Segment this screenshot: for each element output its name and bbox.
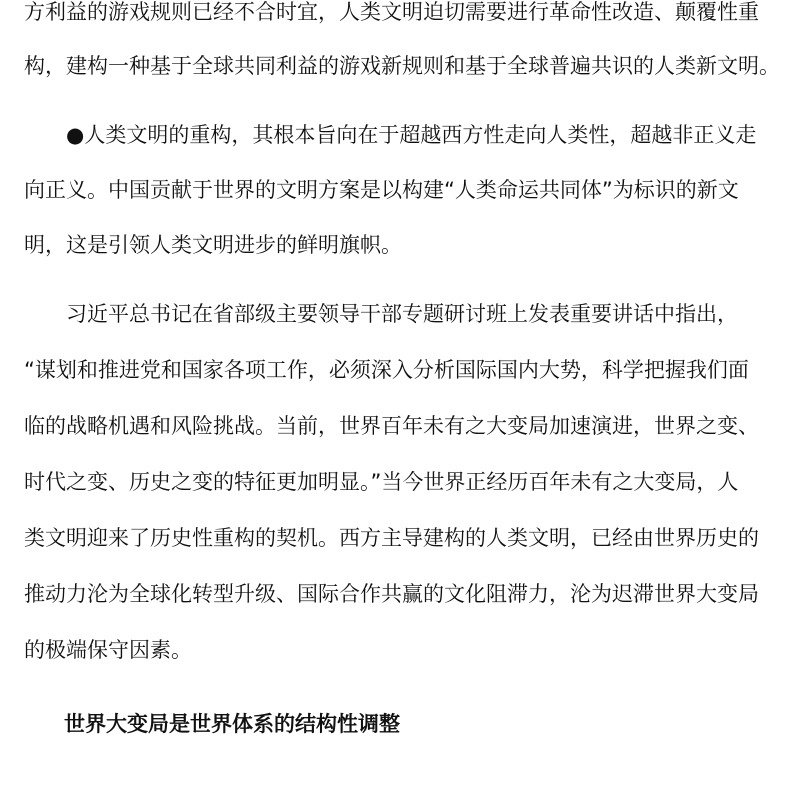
paragraph-3-line-2: “谋划和推进党和国家各项工作，必须深入分析国际国内大势，科学把握我们面 [24, 358, 749, 382]
paragraph-2-line-3: 明，这是引领人类文明进步的鲜明旗帜。 [24, 233, 402, 257]
paragraph-3-line-3: 临的战略机遇和风险挑战。当前，世界百年未有之大变局加速演进，世界之变、 [24, 414, 759, 438]
paragraph-3-line-4: 时代之变、历史之变的特征更加明显。”当今世界正经历百年未有之大变局，人 [24, 470, 739, 494]
section-heading: 世界大变局是世界体系的结构性调整 [64, 712, 400, 736]
paragraph-2-line-2: 向正义。中国贡献于世界的文明方案是以构建“人类命运共同体”为标识的新文 [24, 178, 739, 202]
paragraph-3-line-6: 推动力沦为全球化转型升级、国际合作共赢的文化阻滞力，沦为迟滞世界大变局 [24, 582, 759, 606]
paragraph-3-line-7: 的极端保守因素。 [24, 638, 192, 662]
paragraph-2-line-1: ●人类文明的重构，其根本旨向在于超越西方性走向人类性，超越非正义走 [66, 123, 757, 147]
paragraph-3-line-1: 习近平总书记在省部级主要领导干部专题研讨班上发表重要讲话中指出， [66, 302, 738, 326]
paragraph-1-line-1: 方利益的游戏规则已经不合时宜，人类文明迫切需要进行革命性改造、颠覆性重 [24, 0, 759, 24]
paragraph-1-line-2: 构，建构一种基于全球共同利益的游戏新规则和基于全球普遍共识的人类新文明。 [24, 54, 780, 78]
paragraph-3-line-5: 类文明迎来了历史性重构的契机。西方主导建构的人类文明，已经由世界历史的 [24, 526, 759, 550]
